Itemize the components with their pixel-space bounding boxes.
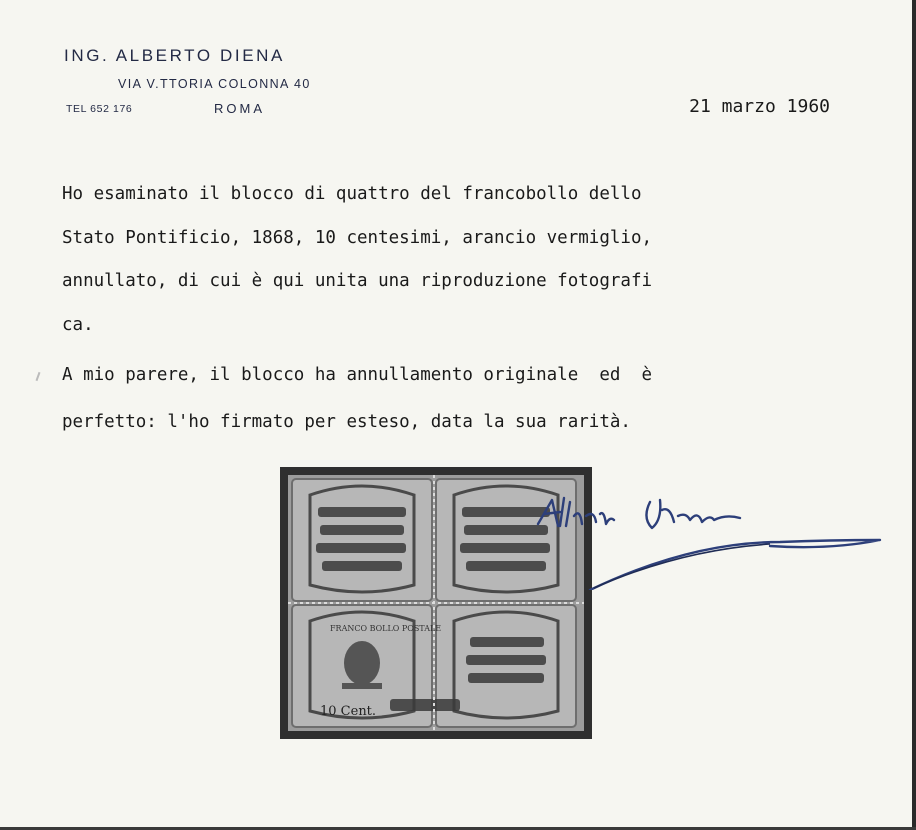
certificate-date: 21 marzo 1960 — [689, 96, 830, 117]
letterhead-address: VIA V.TTORIA COLONNA 40 — [118, 77, 311, 91]
stamp-label-top: FRANCO BOLLO POSTALE — [330, 624, 442, 633]
body-line: perfetto: l'ho firmato per esteso, data la sua rarità. — [62, 412, 631, 432]
letterhead-name: ING. ALBERTO DIENA — [64, 46, 285, 65]
body-line: ca. — [62, 314, 94, 335]
scan-edge-right — [912, 0, 916, 830]
paragraph-opinion — [62, 361, 852, 455]
paragraph-examination — [62, 180, 852, 354]
body-line: annullato, di cui è qui unita una riproduzione fotografi — [62, 271, 653, 291]
body-line: Ho esaminato il blocco di quattro del francobollo dello — [62, 184, 642, 204]
certificate-body — [62, 180, 852, 455]
body-line: A mio parere, il blocco ha annullamento originale ed è — [62, 365, 653, 385]
letterhead-city: ROMA — [214, 101, 265, 116]
stamp-label-value: 10 Cent. — [320, 704, 377, 719]
paper-speck — [36, 372, 41, 381]
handwritten-signature — [530, 480, 890, 590]
body-line: Stato Pontificio, 1868, 10 centesimi, arancio vermiglio, — [62, 227, 653, 248]
letterhead-telephone: TEL 652 176 — [66, 103, 133, 115]
